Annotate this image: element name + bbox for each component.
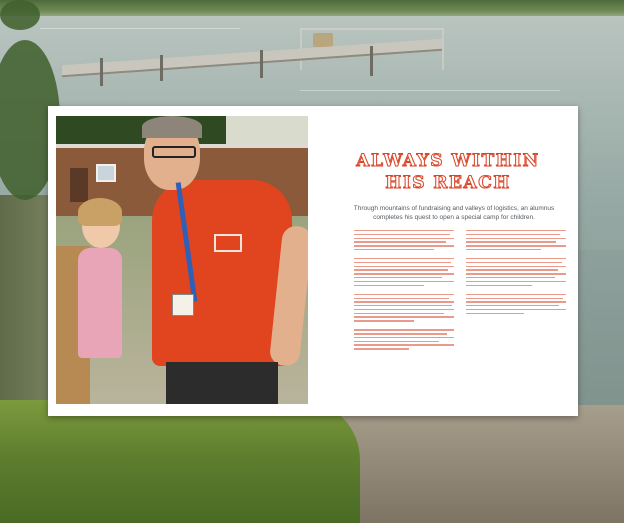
spread-photo: [56, 116, 308, 404]
dock-post: [160, 55, 163, 81]
tree-foliage: [0, 0, 40, 30]
water-ripple: [40, 28, 240, 29]
article-headline: [338, 150, 558, 194]
magazine-spread: [48, 106, 578, 416]
grass-foreground: [0, 400, 360, 523]
body-column-2: [466, 230, 566, 316]
girl-hair: [78, 198, 122, 226]
dock-post: [370, 46, 373, 76]
dock-post: [260, 50, 263, 78]
girl-figure: [78, 248, 122, 358]
shirt-logo: [214, 234, 242, 252]
body-column-1-intro: [354, 230, 454, 352]
water-ripple: [300, 90, 560, 91]
id-badge: [172, 294, 194, 316]
headline-line-2: HIS REACH: [385, 173, 511, 193]
man-hair: [142, 116, 202, 138]
man-pants: [166, 362, 278, 404]
cabin-window: [96, 164, 116, 182]
dock-post: [100, 58, 103, 86]
article-subhead: Through mountains of fundraising and valleys of logistics, an alumnus completes his quest to open a special camp for children.: [353, 205, 555, 221]
cabin-door: [70, 168, 88, 202]
headline-line-1: ALWAYS WITHIN: [356, 151, 540, 171]
glasses-icon: [152, 146, 196, 158]
dock-chair: [313, 33, 333, 47]
